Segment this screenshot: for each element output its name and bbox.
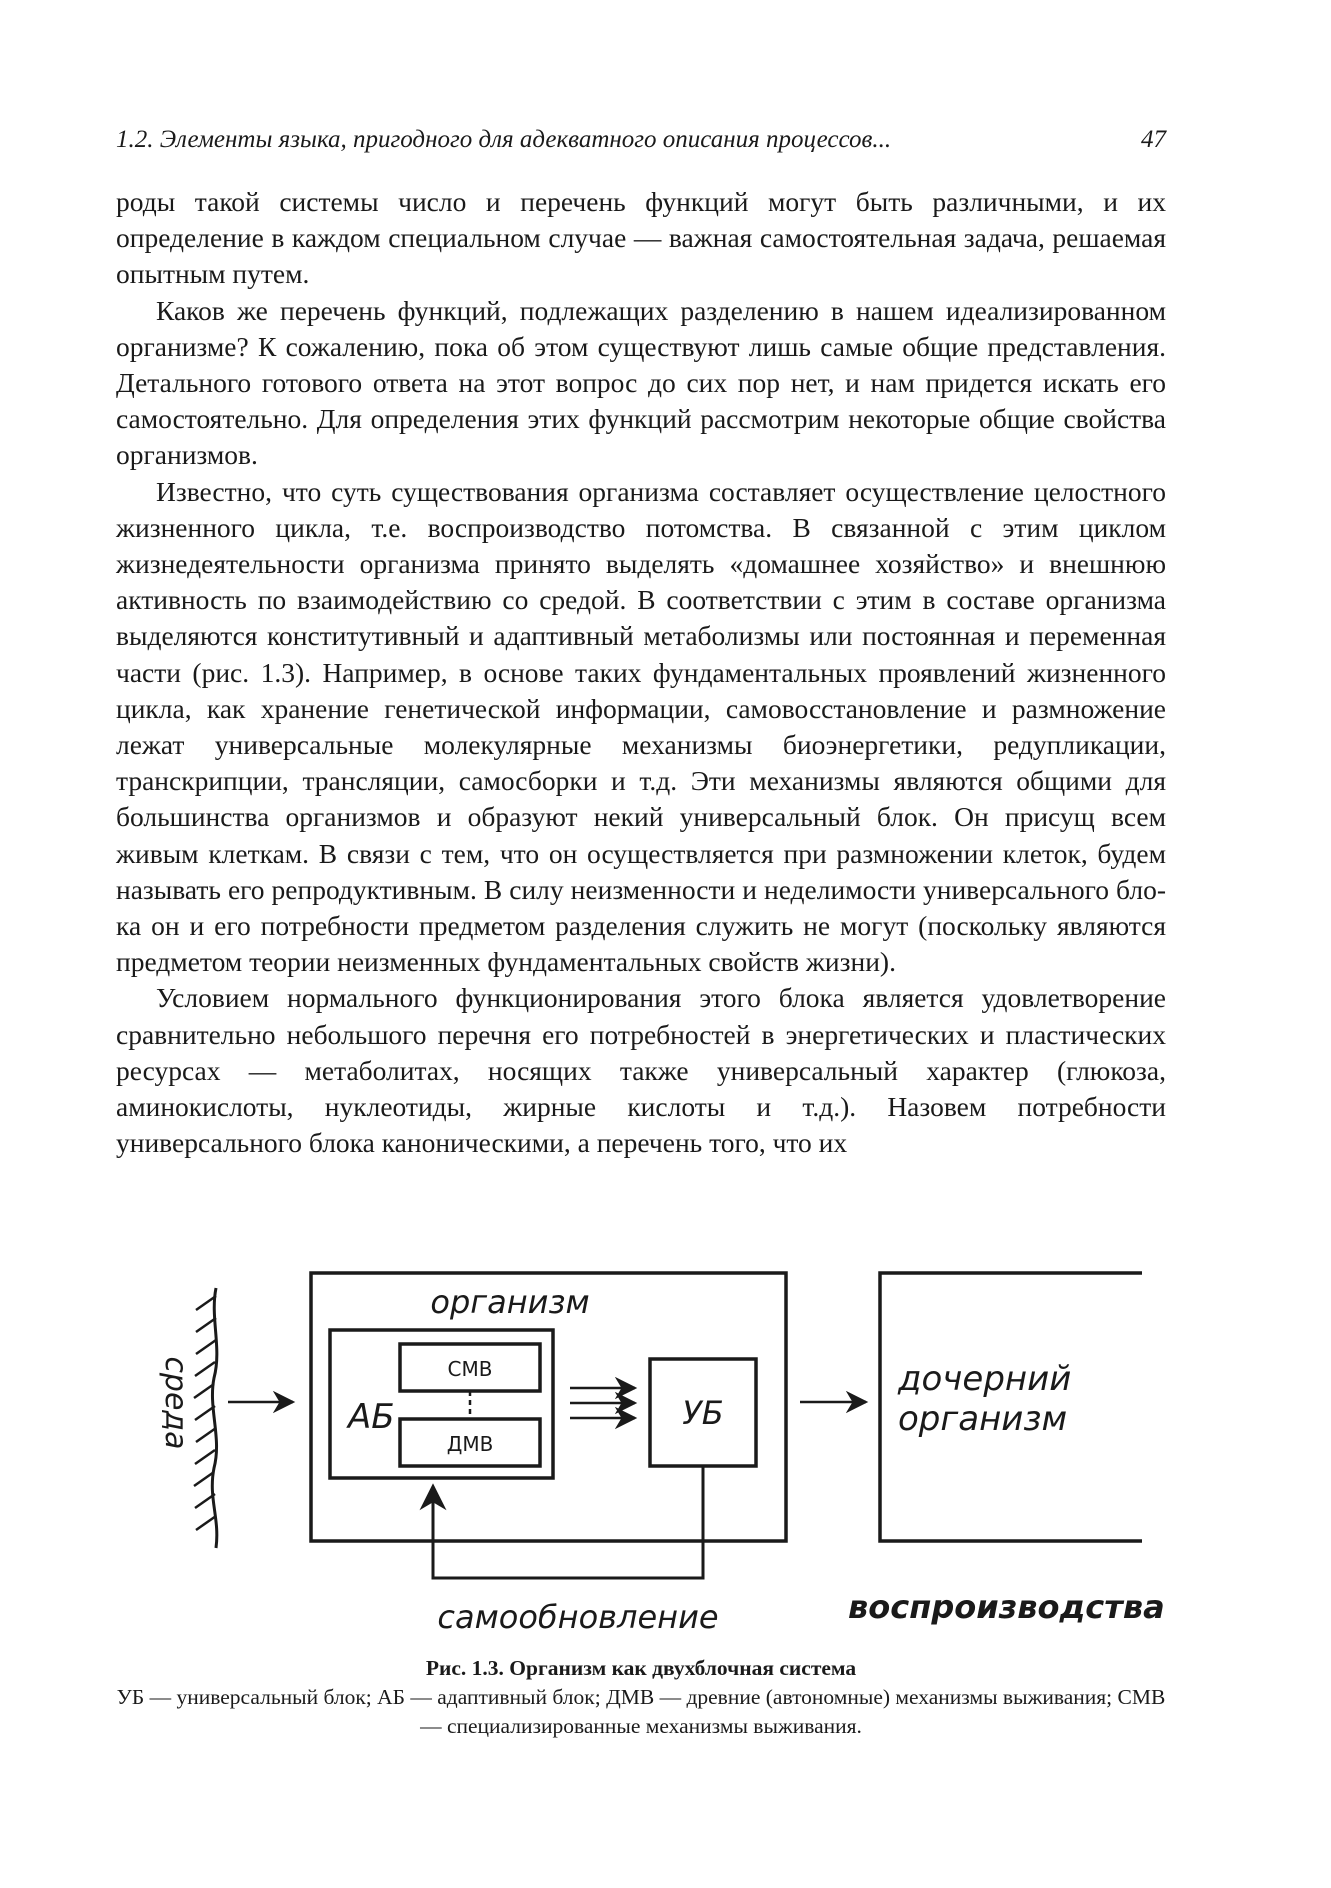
daughter-label-line1: дочерний — [898, 1359, 1072, 1399]
daughter-label-line2: организм — [898, 1399, 1068, 1439]
paragraph: роды такой системы число и перечень функций могут быть различными, и их определение в каждом специальном случае — важная самостоятельная задача, решаемая опытным путем. — [116, 186, 1166, 290]
environment-label: среда — [158, 1356, 193, 1450]
paragraph: Известно, что суть существования организма составляет осуществление целостного жизненного цикла, т.е. воспроизводство потомства. В связанной с этим циклом жизнедеятельности организма принято выделять «домашнее хозяйство» и внешнюю активность по взаимодействию со средой. В соответствии с этим в составе организма выделяются конститутивный и адаптивный метаболизмы или постоянная и переменная части (рис. 1.3). Например, в основе таких фундаментальных проявлений жизненного цикла, как хранение генетической информации, самовосстановление и размножение лежат универсальные молекулярные механизмы биоэнергетики, редупликации, транскрипции, трансляции, самосборки и т.д. Эти механизмы являются общими для большинства организмов и образуют некий универсальный блок. Он присущ всем живым клеткам. В связи с тем, что он осуществляется при размножении клеток, будем называть его репродуктивным. В силу неизменности и неделимости универсального блока он и его потребности предметом разделения служить не могут (поскольку являются предметом теории неизменных фундаментальных свойств жизни). — [116, 475, 1166, 978]
self-renewal-label: самообновление — [437, 1598, 719, 1636]
organism-label: организм — [430, 1283, 590, 1321]
ub-label: УБ — [682, 1394, 724, 1432]
ab-to-ub-arrows — [570, 1388, 635, 1418]
ab-label: АБ — [348, 1397, 395, 1437]
figure-diagram — [130, 1258, 1180, 1638]
diagram-svg — [130, 1258, 1180, 1638]
smv-label: СМВ — [447, 1357, 493, 1381]
paragraph: Каков же перечень функций, подлежащих разделению в нашем идеализированном организме? К сожалению, пока об этом существуют лишь самые общие представления. Детального готового ответа на этот вопрос до сих пор нет, и нам придется искать его самостоятельно. Для определения этих функций рассмотрим некоторые общие свойства организмов. — [116, 294, 1166, 471]
figure-caption — [116, 1654, 1166, 1741]
environment-wall — [194, 1288, 217, 1548]
running-title: 1.2. Элементы языка, пригодного для адекватного описания процессов... — [116, 126, 892, 153]
body-text — [116, 184, 1166, 1161]
dmv-label: ДМВ — [446, 1432, 494, 1456]
caption-legend: УБ — универсальный блок; АБ — адаптивный блок; ДМВ — древние (автономные) механизмы выживания; СМВ — специализированные механизмы выживания. — [116, 1685, 1166, 1738]
reproduction-label: воспроизводства — [848, 1588, 1165, 1626]
paragraph: Условием нормального функционирования этого блока является удовлетворение сравнительно небольшого перечня его потребностей в энергетических и пластических ресурсах — метаболитах, носящих также универсальный характер (глюкоза, аминокислоты, нуклеотиды, жирные кислоты и т.д.). Назовем потребности универсального блока каноническими, а перечень того, что их — [116, 982, 1166, 1159]
page-number: 47 — [1141, 126, 1166, 153]
caption-title: Рис. 1.3. Организм как двухблочная система — [425, 1656, 857, 1680]
self-renewal-loop — [433, 1466, 703, 1578]
running-header — [116, 126, 1166, 166]
